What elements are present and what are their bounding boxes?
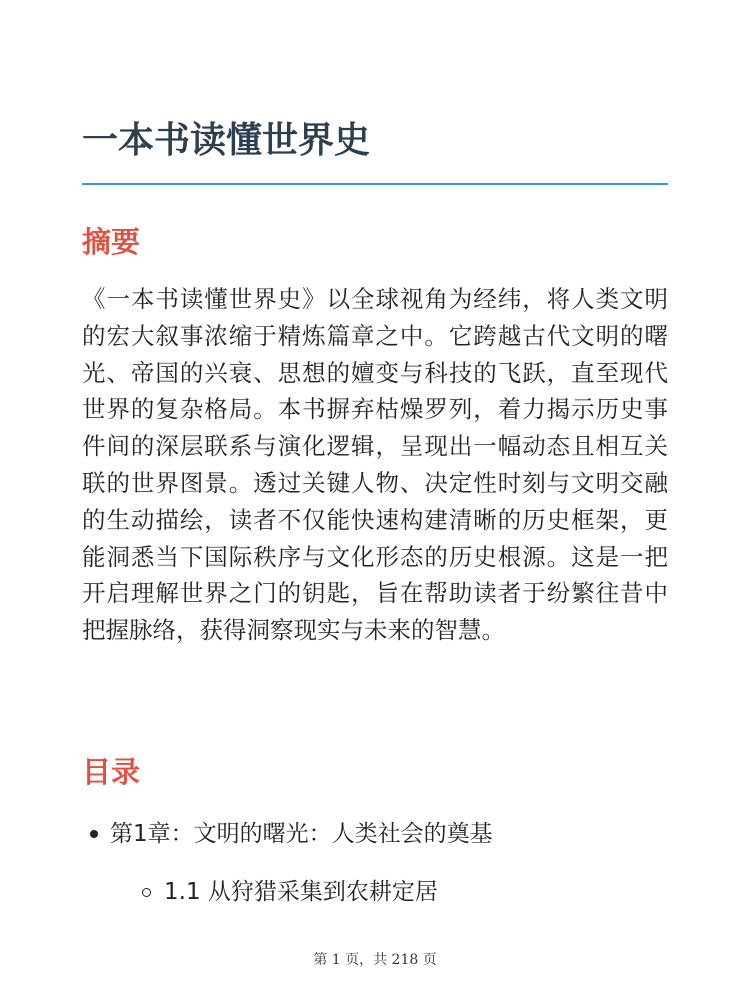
abstract-text: 《一本书读懂世界史》以全球视角为经纬，将人类文明的宏大叙事浓缩于精炼篇章之中。它跨越古代文明的曙光、帝国的兴衰、思想的嬗变与科技的飞跃，直至现代世界的复杂格局。本书摒弃枯燥罗列，着力揭示历史事件间的深层联系与演化逻辑，呈现出一幅动态且相互关联的世界图景。透过关键人物、决定性时刻与文明交融的生动描绘，读者不仅能快速构建清晰的历史框架，更能洞悉当下国际秩序与文化形态的历史根源。这是一把开启理解世界之门的钥匙，旨在帮助读者于纷繁往昔中把握脉络，获得洞察现实与未来的智慧。 bbox=[82, 285, 668, 645]
toc-item-label: 1.1 从狩猎采集到农耕定居 bbox=[164, 879, 438, 905]
title-divider bbox=[82, 183, 668, 185]
document-page bbox=[82, 0, 668, 1000]
abstract-heading: 摘要 bbox=[82, 225, 141, 259]
page-number-footer: 第 1 页，共 218 页 bbox=[313, 952, 437, 968]
bullet-circle-icon bbox=[142, 888, 151, 897]
toc-heading: 目录 bbox=[82, 755, 141, 789]
toc-item-label: 第1章：文明的曙光：人类社会的奠基 bbox=[110, 821, 493, 847]
toc-item-chapter-1[interactable] bbox=[110, 816, 493, 852]
toc-item-section-1-1[interactable] bbox=[164, 874, 438, 910]
document-title: 一本书读懂世界史 bbox=[82, 120, 371, 161]
bullet-disc-icon bbox=[90, 830, 98, 838]
